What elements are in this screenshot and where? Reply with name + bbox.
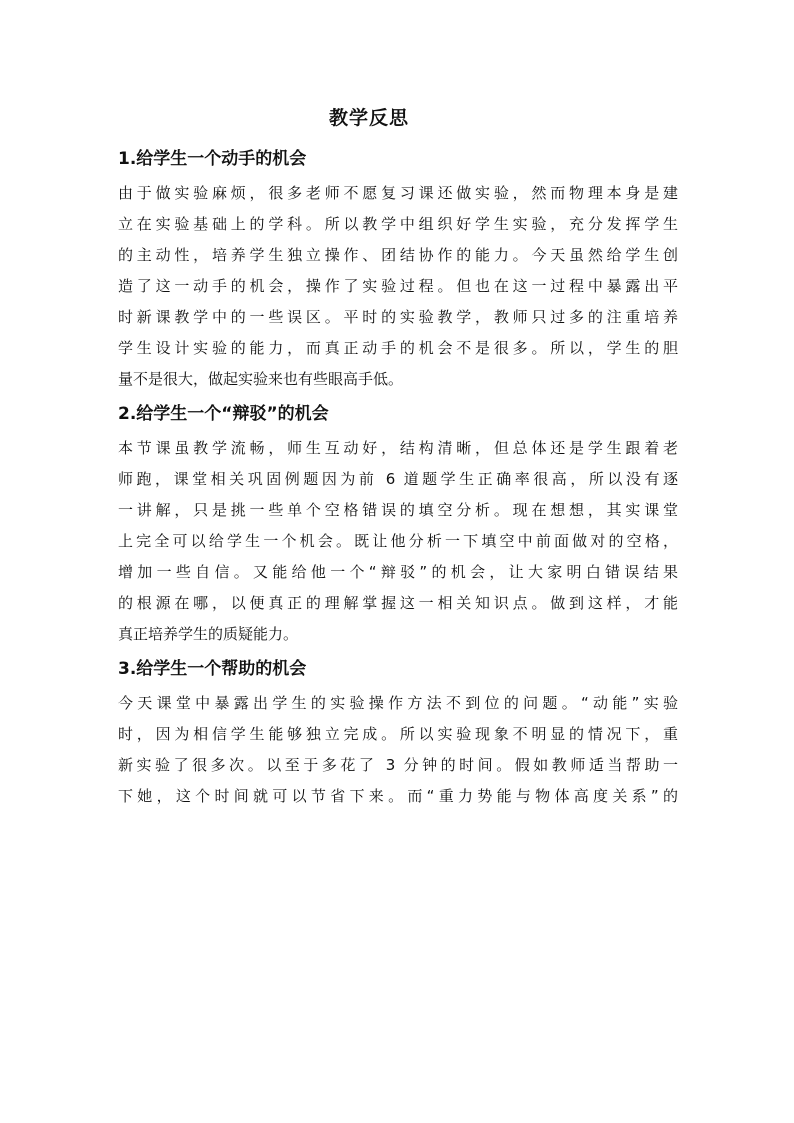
text-line: 量不是很大，做起实验来也有些眼高手低。 <box>118 370 404 388</box>
text-line: 一讲解，只是挑一些单个空格错误的填空分析。现在想想，其实课堂 <box>118 501 678 519</box>
text-line: 时新课教学中的一些误区。平时的实验教学，教师只过多的注重培养 <box>118 308 678 326</box>
section-heading-3: 3.给学生一个帮助的机会 <box>118 659 307 679</box>
text-line: 立在实验基础上的学科。所以教学中组织好学生实验，充分发挥学生 <box>118 215 678 233</box>
text-line: 的根源在哪，以便真正的理解掌握这一相关知识点。做到这样，才能 <box>118 594 678 612</box>
section-paragraph-3 <box>118 688 678 812</box>
text-line: 本节课虽教学流畅，师生互动好，结构清晰，但总体还是学生跟着老 <box>118 439 678 457</box>
text-line: 新实验了很多次。以至于多花了 3 分钟的时间。假如教师适当帮助一 <box>118 756 678 774</box>
page-title: 教学反思 <box>328 107 409 129</box>
section-heading-2: 2.给学生一个“辩驳”的机会 <box>118 404 329 424</box>
document-body <box>118 144 678 812</box>
text-line: 造了这一动手的机会，操作了实验过程。但也在这一过程中暴露出平 <box>118 277 678 295</box>
text-line: 增加一些自信。又能给他一个“辩驳”的机会，让大家明白错误结果 <box>118 563 678 581</box>
text-line: 师跑，课堂相关巩固例题因为前 6 道题学生正确率很高，所以没有逐 <box>118 470 678 488</box>
section-heading-1: 1.给学生一个动手的机会 <box>118 149 307 169</box>
text-line: 上完全可以给学生一个机会。既让他分析一下填空中前面做对的空格， <box>118 532 678 550</box>
section-paragraph-2 <box>118 433 678 650</box>
text-line: 由于做实验麻烦，很多老师不愿复习课还做实验，然而物理本身是建 <box>118 184 678 202</box>
text-line: 今天课堂中暴露出学生的实验操作方法不到位的问题。“动能”实验 <box>118 694 678 712</box>
text-line: 的主动性，培养学生独立操作、团结协作的能力。今天虽然给学生创 <box>118 246 678 264</box>
section-paragraph-1 <box>118 178 678 395</box>
text-line: 学生设计实验的能力，而真正动手的机会不是很多。所以，学生的胆 <box>118 339 678 357</box>
text-line: 时，因为相信学生能够独立完成。所以实验现象不明显的情况下，重 <box>118 725 678 743</box>
text-line: 下她，这个时间就可以节省下来。而“重力势能与物体高度关系”的 <box>118 787 678 805</box>
text-line: 真正培养学生的质疑能力。 <box>118 625 299 643</box>
